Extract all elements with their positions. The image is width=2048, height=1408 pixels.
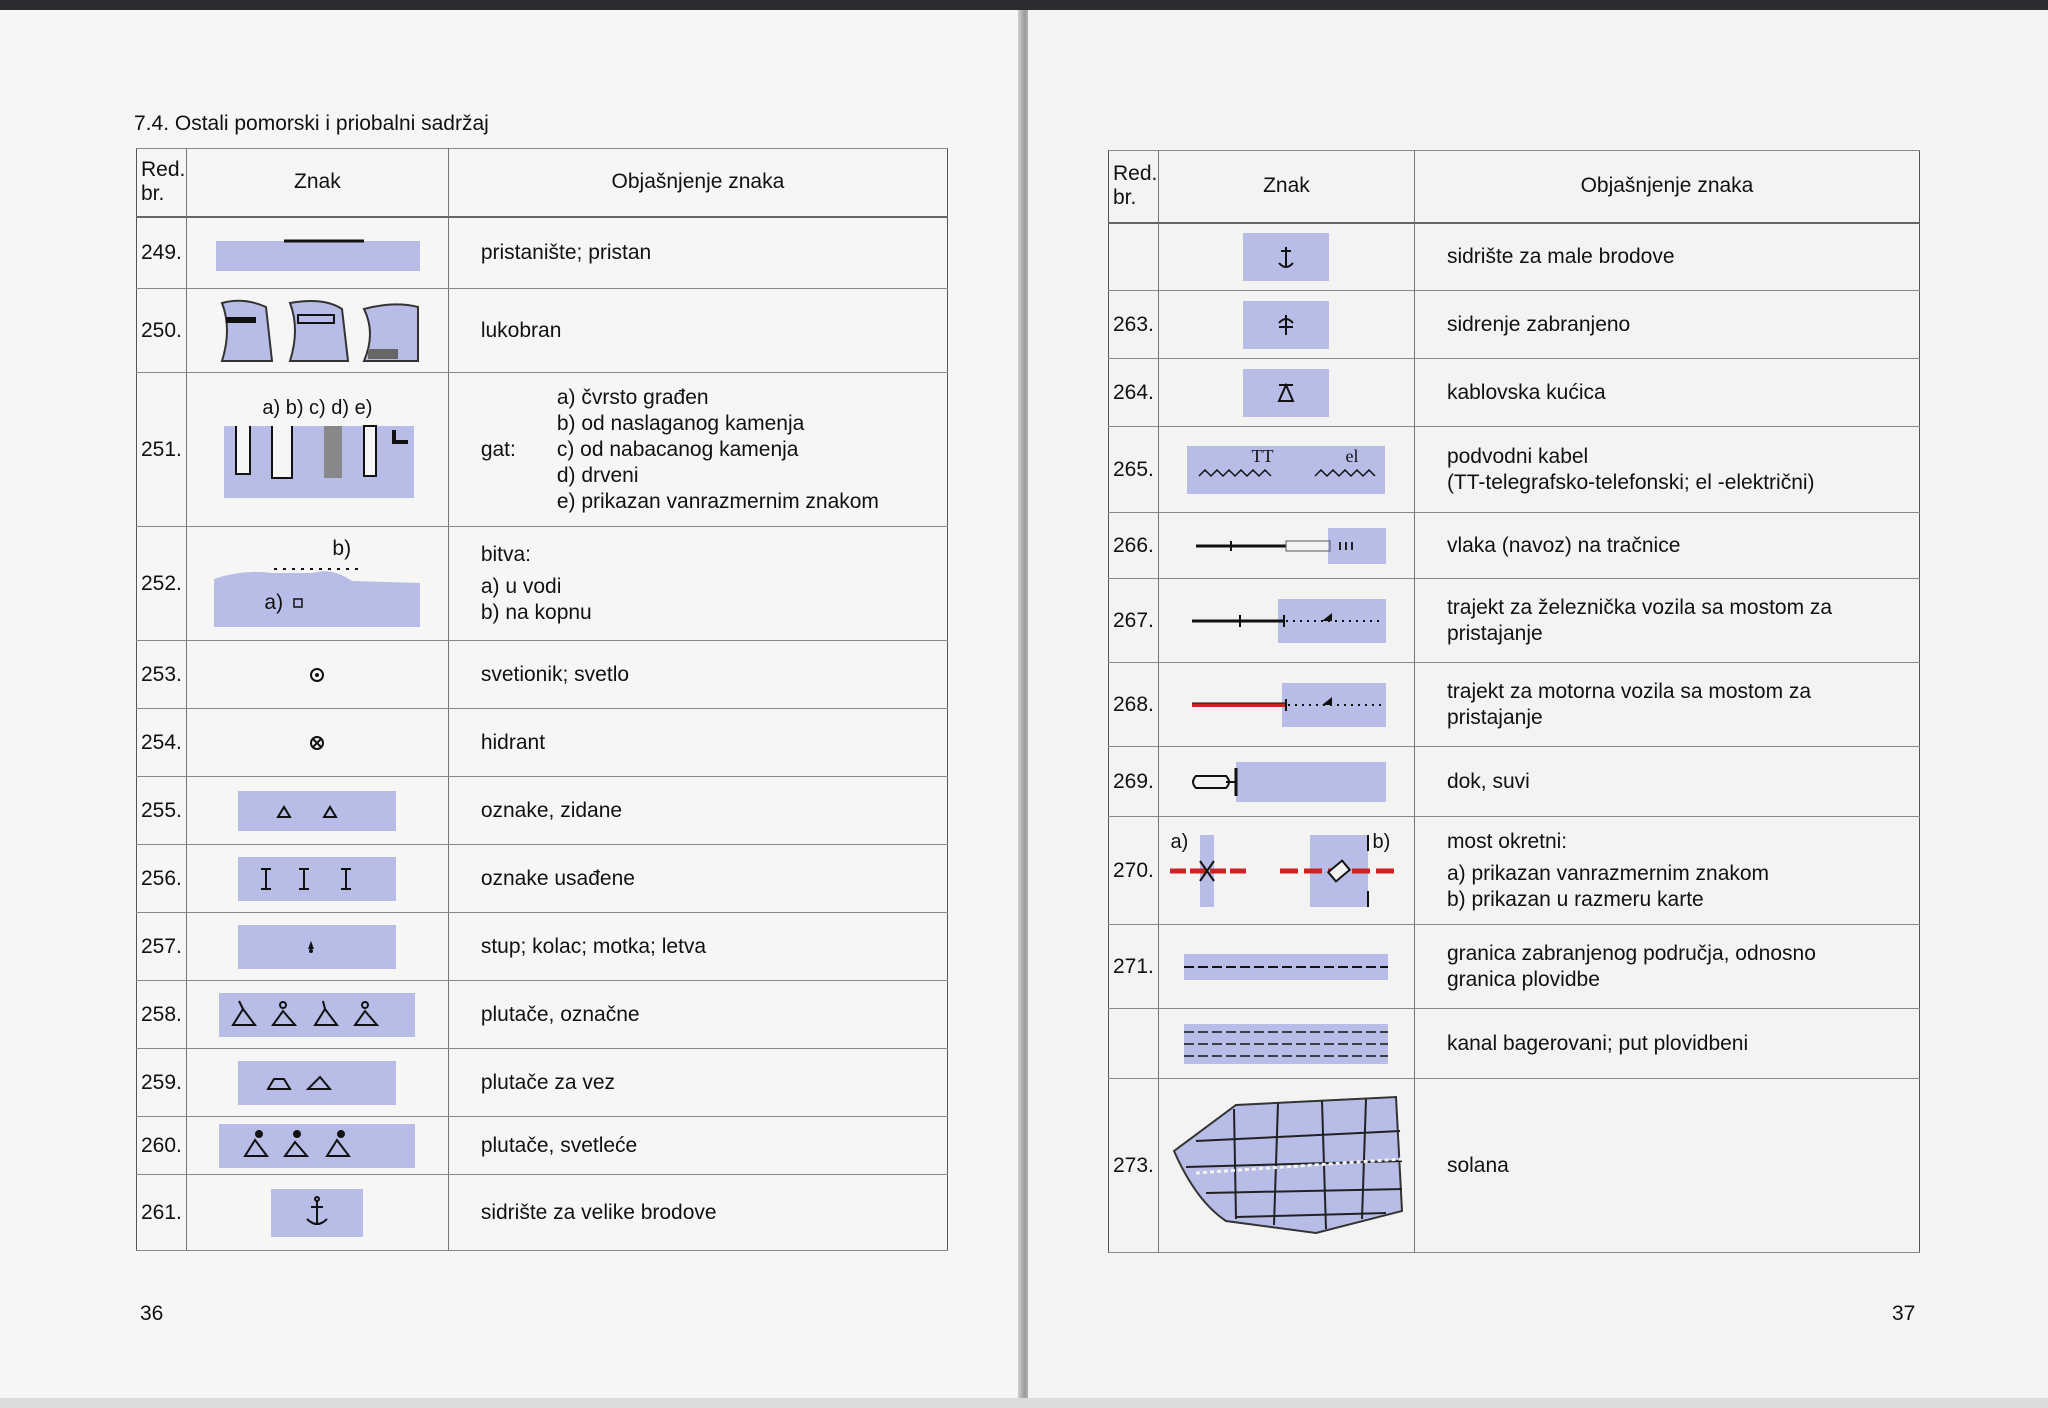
- table-row: [1109, 663, 1920, 747]
- breakwater-symbol: [214, 299, 420, 363]
- row-description: oznake usađene: [480, 866, 635, 890]
- row-number: 268.: [1109, 663, 1159, 747]
- row-description: sidrište za male brodove: [1446, 244, 1675, 268]
- row-description: kablovska kućica: [1446, 380, 1606, 404]
- lighthouse-symbol: [307, 665, 327, 685]
- row-description: solana: [1446, 1153, 1509, 1177]
- row-description: e) prikazan vanrazmernim znakom: [556, 489, 879, 513]
- right-page: [1028, 10, 2048, 1398]
- slipway-symbol: [1186, 526, 1386, 566]
- row-number: 252.: [137, 527, 187, 641]
- swing-bridge-label-a: a): [1170, 830, 1189, 853]
- row-description: oznake, zidane: [480, 798, 623, 822]
- row-description: most okretni:: [1446, 829, 1568, 853]
- row-description: lukobran: [480, 318, 562, 342]
- row-number: 249.: [137, 217, 187, 289]
- page-number-right: 37: [1892, 1302, 1916, 1325]
- header-explanation: Objašnjenje znaka: [448, 149, 947, 217]
- car-ferry-symbol: [1186, 681, 1386, 729]
- row-number: 251.: [137, 373, 187, 527]
- header-symbol: Znak: [1158, 151, 1414, 223]
- masonry-beacon-symbol: [238, 791, 396, 831]
- row-number: 259.: [137, 1049, 187, 1117]
- row-description: (TT-telegrafsko-telefonski; el -električni): [1446, 470, 1815, 494]
- row-description: plutače za vez: [480, 1070, 616, 1094]
- row-description: d) drveni: [556, 463, 639, 487]
- table-row: [1109, 925, 1920, 1009]
- bollard-symbol: [212, 536, 422, 629]
- row-number: 263.: [1109, 291, 1159, 359]
- pier-symbol: [214, 233, 420, 273]
- table-row: [137, 1175, 948, 1251]
- marker-buoy-symbol: [219, 993, 415, 1037]
- dry-dock-symbol: [1186, 760, 1386, 804]
- table-row: [137, 981, 948, 1049]
- row-description: b) na kopnu: [480, 600, 592, 624]
- row-description: plutače, označne: [480, 1002, 640, 1026]
- table-row: [137, 641, 948, 709]
- table-row: [137, 527, 948, 641]
- bollard-label-b: b): [332, 536, 352, 560]
- row-description: hidrant: [480, 730, 546, 754]
- table-row: [1109, 427, 1920, 513]
- row-description: c) od nabacanog kamenja: [556, 437, 799, 461]
- row-description: trajekt za železnička vozila sa mostom za: [1446, 595, 1833, 619]
- row-number: 254.: [137, 709, 187, 777]
- row-description: a) u vodi: [480, 574, 562, 598]
- table-row: [1109, 291, 1920, 359]
- row-description: podvodni kabel: [1446, 444, 1589, 468]
- row-description: granica plovidbe: [1446, 967, 1600, 991]
- row-number: 271.: [1109, 925, 1159, 1009]
- row-number: 269.: [1109, 747, 1159, 817]
- header-no: Red. br.: [1109, 151, 1159, 223]
- row-description: b) prikazan u razmeru karte: [1446, 887, 1704, 911]
- small-anchorage-symbol: [1243, 233, 1329, 281]
- table-row: [1109, 1079, 1920, 1253]
- table-row: [1109, 513, 1920, 579]
- row-description: a) prikazan vanrazmernim znakom: [1446, 861, 1770, 885]
- table-row: [137, 217, 948, 289]
- restricted-area-boundary-symbol: [1184, 952, 1388, 982]
- table-row: [137, 289, 948, 373]
- cable-label-el: el: [1345, 445, 1359, 466]
- row-number: 260.: [137, 1117, 187, 1175]
- row-description: sidrenje zabranjeno: [1446, 312, 1631, 336]
- row-number: 253.: [137, 641, 187, 709]
- cable-label-tt: TT: [1251, 445, 1274, 466]
- jetty-symbol: [214, 397, 420, 502]
- symbol-table-right: [1108, 150, 1920, 1253]
- header-symbol: Znak: [186, 149, 448, 217]
- row-number: 256.: [137, 845, 187, 913]
- fixed-beacon-symbol: [238, 857, 396, 901]
- saltworks-symbol: [1166, 1091, 1406, 1241]
- table-row: [137, 373, 948, 527]
- dredged-channel-symbol: [1184, 1022, 1388, 1066]
- table-row: [1109, 223, 1920, 291]
- table-row: [137, 777, 948, 845]
- row-description: plutače, svetleće: [480, 1133, 638, 1157]
- submarine-cable-symbol: [1187, 446, 1385, 494]
- row-number: 270.: [1109, 817, 1159, 925]
- left-page: [0, 10, 1020, 1398]
- row-number: [1109, 1009, 1159, 1079]
- row-description: pristanište; pristan: [480, 240, 652, 264]
- table-row: [137, 1049, 948, 1117]
- row-number: 255.: [137, 777, 187, 845]
- row-description: trajekt za motorna vozila sa mostom za: [1446, 679, 1812, 703]
- header-explanation: Objašnjenje znaka: [1414, 151, 1919, 223]
- table-row: [137, 913, 948, 981]
- row-number: 257.: [137, 913, 187, 981]
- jetty-labels: a) b) c) d) e): [262, 397, 373, 419]
- row-number: 264.: [1109, 359, 1159, 427]
- table-row: [1109, 579, 1920, 663]
- table-row: [1109, 359, 1920, 427]
- row-description: svetionik; svetlo: [480, 662, 630, 686]
- table-row: [137, 845, 948, 913]
- anchoring-prohibited-symbol: [1243, 301, 1329, 349]
- row-number: 266.: [1109, 513, 1159, 579]
- mooring-buoy-symbol: [238, 1061, 396, 1105]
- row-description: kanal bagerovani; put plovidbeni: [1446, 1031, 1749, 1055]
- row-description: dok, suvi: [1446, 769, 1530, 793]
- row-description: stup; kolac; motka; letva: [480, 934, 707, 958]
- row-description: vlaka (navoz) na tračnice: [1446, 533, 1681, 557]
- row-description: bitva:: [480, 542, 532, 566]
- row-description: pristajanje: [1446, 705, 1543, 729]
- row-description: granica zabranjenog područja, odnosno: [1446, 941, 1816, 965]
- row-number: 258.: [137, 981, 187, 1049]
- table-row: [1109, 817, 1920, 925]
- bollard-label-a: a): [264, 590, 284, 614]
- row-number: 265.: [1109, 427, 1159, 513]
- row-description: pristajanje: [1446, 621, 1543, 645]
- swing-bridge-symbol: [1170, 831, 1402, 911]
- row-number: 273.: [1109, 1079, 1159, 1253]
- post-symbol: [238, 925, 396, 969]
- row-number: 250.: [137, 289, 187, 373]
- header-no: Red. br.: [137, 149, 187, 217]
- table-row: [137, 1117, 948, 1175]
- swing-bridge-label-b: b): [1372, 830, 1391, 853]
- cable-hut-symbol: [1243, 369, 1329, 417]
- page-number-left: 36: [140, 1302, 164, 1325]
- hydrant-symbol: [307, 733, 327, 753]
- rail-ferry-symbol: [1186, 597, 1386, 645]
- table-row: [1109, 1009, 1920, 1079]
- table-row: [137, 709, 948, 777]
- row-description: b) od naslaganog kamenja: [556, 411, 805, 435]
- row-number: [1109, 223, 1159, 291]
- row-description: sidrište za velike brodove: [480, 1200, 717, 1224]
- jetty-prefix: gat:: [480, 437, 516, 461]
- symbol-table-left: [136, 148, 948, 1251]
- section-title: 7.4. Ostali pomorski i priobalni sadržaj: [134, 112, 489, 135]
- light-buoy-symbol: [219, 1124, 415, 1168]
- row-number: 261.: [137, 1175, 187, 1251]
- row-number: 267.: [1109, 579, 1159, 663]
- large-anchorage-symbol: [271, 1189, 363, 1237]
- row-description: a) čvrsto građen: [556, 385, 709, 409]
- table-row: [1109, 747, 1920, 817]
